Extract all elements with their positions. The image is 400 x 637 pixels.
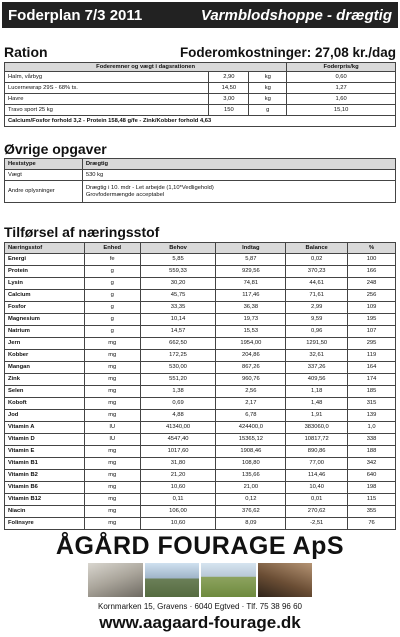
nutrient-row bbox=[5, 290, 396, 302]
nutrient-name: Vitamin B2 bbox=[5, 470, 85, 482]
nutrient-name: Zink bbox=[5, 374, 85, 386]
company-website[interactable]: www.aagaard-fourage.dk bbox=[99, 613, 301, 632]
nutrient-value: 10817,72 bbox=[286, 434, 348, 446]
nutrient-value: 10,14 bbox=[140, 314, 216, 326]
nutrient-name: Jern bbox=[5, 338, 85, 350]
nutrients-title: Tilførsel af næringsstof bbox=[4, 224, 160, 240]
nutrient-value: 8,09 bbox=[216, 518, 286, 530]
nutrient-value: mg bbox=[84, 494, 140, 506]
photo-strip bbox=[88, 563, 312, 597]
other-value: 530 kg bbox=[82, 170, 395, 181]
nutrient-row bbox=[5, 254, 396, 266]
nutrient-value: IU bbox=[84, 434, 140, 446]
other-header-value: Drægtig bbox=[82, 159, 395, 170]
nutrient-row bbox=[5, 518, 396, 530]
farm-building-photo bbox=[145, 563, 200, 597]
nutrient-value: 867,26 bbox=[216, 362, 286, 374]
nutrient-name: Mangan bbox=[5, 362, 85, 374]
nutrient-value: 5,87 bbox=[216, 254, 286, 266]
ration-cell: Halm, vårbyg bbox=[5, 72, 209, 83]
nutrient-value: 19,73 bbox=[216, 314, 286, 326]
nutrient-value: 15365,12 bbox=[216, 434, 286, 446]
nutrient-value: g bbox=[84, 302, 140, 314]
nutrient-value: 164 bbox=[348, 362, 396, 374]
nutrient-value: 530,00 bbox=[140, 362, 216, 374]
company-address: Kornmarken 15, Gravens · 6040 Egtved · Tlf. 75 38 96 60 bbox=[98, 602, 302, 611]
nutrient-value: 424400,0 bbox=[216, 422, 286, 434]
nutrients-header-row bbox=[5, 243, 396, 254]
nutrient-value: 4,88 bbox=[140, 410, 216, 422]
other-header-type: Heststype bbox=[5, 159, 83, 170]
nutrient-name: Energi bbox=[5, 254, 85, 266]
ration-cell: kg bbox=[249, 83, 287, 94]
ration-cell: 14,50 bbox=[209, 83, 249, 94]
page-subtitle: Varmblodshoppe - drægtig bbox=[200, 6, 392, 24]
nutrient-value: g bbox=[84, 314, 140, 326]
nutrient-value: mg bbox=[84, 482, 140, 494]
nutrient-row bbox=[5, 458, 396, 470]
nutrient-value: g bbox=[84, 326, 140, 338]
nutrient-value: 10,60 bbox=[140, 482, 216, 494]
ration-cell: 150 bbox=[209, 105, 249, 116]
nutrient-value: 106,00 bbox=[140, 506, 216, 518]
nutrient-value: mg bbox=[84, 506, 140, 518]
nutrient-value: 30,20 bbox=[140, 278, 216, 290]
nutrient-value: 45,75 bbox=[140, 290, 216, 302]
nutrient-value: IU bbox=[84, 422, 140, 434]
nutrient-value: 1,18 bbox=[286, 386, 348, 398]
other-row-info bbox=[5, 181, 396, 203]
nutrient-row bbox=[5, 314, 396, 326]
nutrients-header: Enhed bbox=[84, 243, 140, 254]
nutrient-name: Koboft bbox=[5, 398, 85, 410]
nutrient-value: 890,86 bbox=[286, 446, 348, 458]
feed-bags-photo bbox=[88, 563, 143, 597]
nutrient-row bbox=[5, 470, 396, 482]
horse-photo bbox=[258, 563, 313, 597]
nutrient-value: 119 bbox=[348, 350, 396, 362]
nutrient-name: Kobber bbox=[5, 350, 85, 362]
nutrient-value: mg bbox=[84, 458, 140, 470]
nutrient-name: Vitamin B6 bbox=[5, 482, 85, 494]
nutrient-row bbox=[5, 446, 396, 458]
nutrient-value: 2,56 bbox=[216, 386, 286, 398]
nutrient-value: 376,62 bbox=[216, 506, 286, 518]
nutrient-name: Selen bbox=[5, 386, 85, 398]
nutrient-value: 256 bbox=[348, 290, 396, 302]
other-header-row bbox=[5, 159, 396, 170]
nutrient-row bbox=[5, 506, 396, 518]
nutrient-value: 295 bbox=[348, 338, 396, 350]
nutrient-value: 409,56 bbox=[286, 374, 348, 386]
nutrient-value: 74,81 bbox=[216, 278, 286, 290]
nutrient-value: 1954,00 bbox=[216, 338, 286, 350]
nutrient-value: mg bbox=[84, 410, 140, 422]
nutrient-value: 9,59 bbox=[286, 314, 348, 326]
nutrient-value: 195 bbox=[348, 314, 396, 326]
nutrient-row bbox=[5, 302, 396, 314]
nutrient-name: Niacin bbox=[5, 506, 85, 518]
nutrient-value: mg bbox=[84, 386, 140, 398]
nutrient-value: 115 bbox=[348, 494, 396, 506]
nutrient-value: 100 bbox=[348, 254, 396, 266]
ration-header-price: Foderpris/kg bbox=[287, 63, 396, 72]
nutrient-value: 0,96 bbox=[286, 326, 348, 338]
nutrient-value: fe bbox=[84, 254, 140, 266]
nutrient-name: Magnesium bbox=[5, 314, 85, 326]
nutrient-value: 270,62 bbox=[286, 506, 348, 518]
ration-cell: 1,60 bbox=[287, 94, 396, 105]
nutrient-value: 10,40 bbox=[286, 482, 348, 494]
nutrients-header: % bbox=[348, 243, 396, 254]
other-title: Øvrige opgaver bbox=[4, 141, 107, 157]
nutrient-value: 0,01 bbox=[286, 494, 348, 506]
ration-table bbox=[4, 62, 396, 127]
nutrient-value: 1291,50 bbox=[286, 338, 348, 350]
company-logo: ÅGÅRD FOURAGE ApS bbox=[55, 532, 345, 560]
nutrient-value: 21,20 bbox=[140, 470, 216, 482]
nutrient-value: 960,76 bbox=[216, 374, 286, 386]
nutrient-value: 929,56 bbox=[216, 266, 286, 278]
nutrient-value: 6,78 bbox=[216, 410, 286, 422]
nutrient-value: mg bbox=[84, 446, 140, 458]
nutrient-value: 109 bbox=[348, 302, 396, 314]
nutrients-header: Balance bbox=[286, 243, 348, 254]
ration-cell: 15,10 bbox=[287, 105, 396, 116]
ration-cell: 2,90 bbox=[209, 72, 249, 83]
nutrient-value: 198 bbox=[348, 482, 396, 494]
ration-row bbox=[5, 105, 396, 116]
nutrient-value: mg bbox=[84, 338, 140, 350]
nutrient-value: 337,26 bbox=[286, 362, 348, 374]
nutrient-value: g bbox=[84, 278, 140, 290]
ration-cell: 3,00 bbox=[209, 94, 249, 105]
nutrients-header: Næringsstof bbox=[5, 243, 85, 254]
nutrient-value: 135,66 bbox=[216, 470, 286, 482]
ration-cell: Havre bbox=[5, 94, 209, 105]
nutrient-row bbox=[5, 494, 396, 506]
nutrient-name: Fosfor bbox=[5, 302, 85, 314]
nutrient-row bbox=[5, 362, 396, 374]
ration-heading-row bbox=[4, 44, 396, 60]
nutrient-value: 76 bbox=[348, 518, 396, 530]
tractor-field-photo bbox=[201, 563, 256, 597]
nutrient-value: 166 bbox=[348, 266, 396, 278]
other-row-weight bbox=[5, 170, 396, 181]
nutrient-value: 21,00 bbox=[216, 482, 286, 494]
nutrient-value: 551,20 bbox=[140, 374, 216, 386]
nutrient-value: 1,0 bbox=[348, 422, 396, 434]
nutrient-value: 32,61 bbox=[286, 350, 348, 362]
ration-row bbox=[5, 72, 396, 83]
nutrient-value: 188 bbox=[348, 446, 396, 458]
ration-header-row bbox=[5, 63, 396, 72]
ration-cell: kg bbox=[249, 72, 287, 83]
ration-note-row bbox=[5, 116, 396, 127]
nutrient-name: Vitamin D bbox=[5, 434, 85, 446]
nutrient-row bbox=[5, 482, 396, 494]
nutrient-value: 0,12 bbox=[216, 494, 286, 506]
nutrient-value: 36,38 bbox=[216, 302, 286, 314]
nutrient-value: 0,02 bbox=[286, 254, 348, 266]
other-label: Andre oplysninger bbox=[5, 181, 83, 203]
nutrient-value: 1,91 bbox=[286, 410, 348, 422]
nutrient-value: 1017,60 bbox=[140, 446, 216, 458]
nutrient-value: 31,80 bbox=[140, 458, 216, 470]
nutrient-value: 1,48 bbox=[286, 398, 348, 410]
nutrient-row bbox=[5, 266, 396, 278]
nutrient-value: g bbox=[84, 290, 140, 302]
ration-header-feed: Foderemner og vægt i dagsrationen bbox=[5, 63, 287, 72]
nutrient-value: 44,61 bbox=[286, 278, 348, 290]
ration-note: Calcium/Fosfor forhold 3,2 - Protein 158,48 g/fe - Zink/Kobber forhold 4,63 bbox=[5, 116, 396, 127]
nutrient-value: mg bbox=[84, 362, 140, 374]
nutrient-row bbox=[5, 410, 396, 422]
nutrient-value: 204,86 bbox=[216, 350, 286, 362]
nutrient-name: Jod bbox=[5, 410, 85, 422]
nutrient-value: 383060,0 bbox=[286, 422, 348, 434]
nutrient-value: mg bbox=[84, 374, 140, 386]
other-label: Vægt bbox=[5, 170, 83, 181]
ration-cell: Lucernewrap 29S - 68% ts. bbox=[5, 83, 209, 94]
nutrient-value: 640 bbox=[348, 470, 396, 482]
nutrients-header: Indtag bbox=[216, 243, 286, 254]
nutrient-name: Protein bbox=[5, 266, 85, 278]
nutrient-value: 2,17 bbox=[216, 398, 286, 410]
ration-row bbox=[5, 83, 396, 94]
nutrient-value: 1,38 bbox=[140, 386, 216, 398]
nutrient-value: 15,53 bbox=[216, 326, 286, 338]
nutrient-value: 338 bbox=[348, 434, 396, 446]
nutrient-value: 4547,40 bbox=[140, 434, 216, 446]
nutrient-value: 355 bbox=[348, 506, 396, 518]
nutrient-row bbox=[5, 338, 396, 350]
nutrient-value: g bbox=[84, 266, 140, 278]
ration-cell: 0,60 bbox=[287, 72, 396, 83]
nutrient-value: mg bbox=[84, 398, 140, 410]
nutrient-value: 117,46 bbox=[216, 290, 286, 302]
nutrient-row bbox=[5, 422, 396, 434]
nutrient-name: Vitamin E bbox=[5, 446, 85, 458]
nutrient-row bbox=[5, 278, 396, 290]
nutrient-value: 315 bbox=[348, 398, 396, 410]
nutrient-name: Vitamin B1 bbox=[5, 458, 85, 470]
nutrient-value: mg bbox=[84, 518, 140, 530]
nutrient-value: 0,11 bbox=[140, 494, 216, 506]
nutrient-value: 248 bbox=[348, 278, 396, 290]
nutrient-row bbox=[5, 386, 396, 398]
nutrient-value: 5,85 bbox=[140, 254, 216, 266]
nutrient-value: 33,35 bbox=[140, 302, 216, 314]
other-value: Drægtig i 10. mdr - Let arbejde (1,10*Vedligehold) Grovfodermængde acceptabel bbox=[82, 181, 395, 203]
nutrient-value: 174 bbox=[348, 374, 396, 386]
nutrient-row bbox=[5, 434, 396, 446]
nutrient-value: 71,61 bbox=[286, 290, 348, 302]
nutrient-name: Vitamin A bbox=[5, 422, 85, 434]
header-bar bbox=[2, 2, 398, 28]
nutrients-table bbox=[4, 242, 396, 530]
other-table bbox=[4, 158, 396, 203]
ration-cost: Foderomkostninger: 27,08 kr./dag bbox=[179, 45, 396, 60]
nutrient-value: 10,60 bbox=[140, 518, 216, 530]
nutrient-value: 139 bbox=[348, 410, 396, 422]
nutrient-value: 114,46 bbox=[286, 470, 348, 482]
page-title: Foderplan 7/3 2011 bbox=[8, 6, 143, 24]
ration-cell: Travo sport 25 kg bbox=[5, 105, 209, 116]
nutrient-value: 41340,00 bbox=[140, 422, 216, 434]
ration-cell: g bbox=[249, 105, 287, 116]
nutrient-value: 559,33 bbox=[140, 266, 216, 278]
nutrient-value: 185 bbox=[348, 386, 396, 398]
ration-row bbox=[5, 94, 396, 105]
ration-cell: kg bbox=[249, 94, 287, 105]
nutrient-value: 108,80 bbox=[216, 458, 286, 470]
nutrient-value: 370,23 bbox=[286, 266, 348, 278]
nutrient-value: -2,51 bbox=[286, 518, 348, 530]
nutrient-value: mg bbox=[84, 350, 140, 362]
nutrient-name: Lysin bbox=[5, 278, 85, 290]
nutrients-header: Behov bbox=[140, 243, 216, 254]
nutrient-value: 107 bbox=[348, 326, 396, 338]
nutrient-name: Vitamin B12 bbox=[5, 494, 85, 506]
nutrient-value: 1908,46 bbox=[216, 446, 286, 458]
nutrient-value: 662,50 bbox=[140, 338, 216, 350]
ration-title: Ration bbox=[4, 44, 48, 60]
nutrient-row bbox=[5, 398, 396, 410]
nutrient-value: 77,00 bbox=[286, 458, 348, 470]
nutrient-value: 172,25 bbox=[140, 350, 216, 362]
ration-cell: 1,27 bbox=[287, 83, 396, 94]
nutrient-value: 14,57 bbox=[140, 326, 216, 338]
nutrient-value: 342 bbox=[348, 458, 396, 470]
nutrient-name: Calcium bbox=[5, 290, 85, 302]
nutrient-value: mg bbox=[84, 470, 140, 482]
nutrient-row bbox=[5, 326, 396, 338]
nutrient-row bbox=[5, 350, 396, 362]
nutrient-name: Natrium bbox=[5, 326, 85, 338]
nutrient-name: Folinsyre bbox=[5, 518, 85, 530]
nutrient-value: 0,69 bbox=[140, 398, 216, 410]
nutrient-value: 2,99 bbox=[286, 302, 348, 314]
nutrient-row bbox=[5, 374, 396, 386]
